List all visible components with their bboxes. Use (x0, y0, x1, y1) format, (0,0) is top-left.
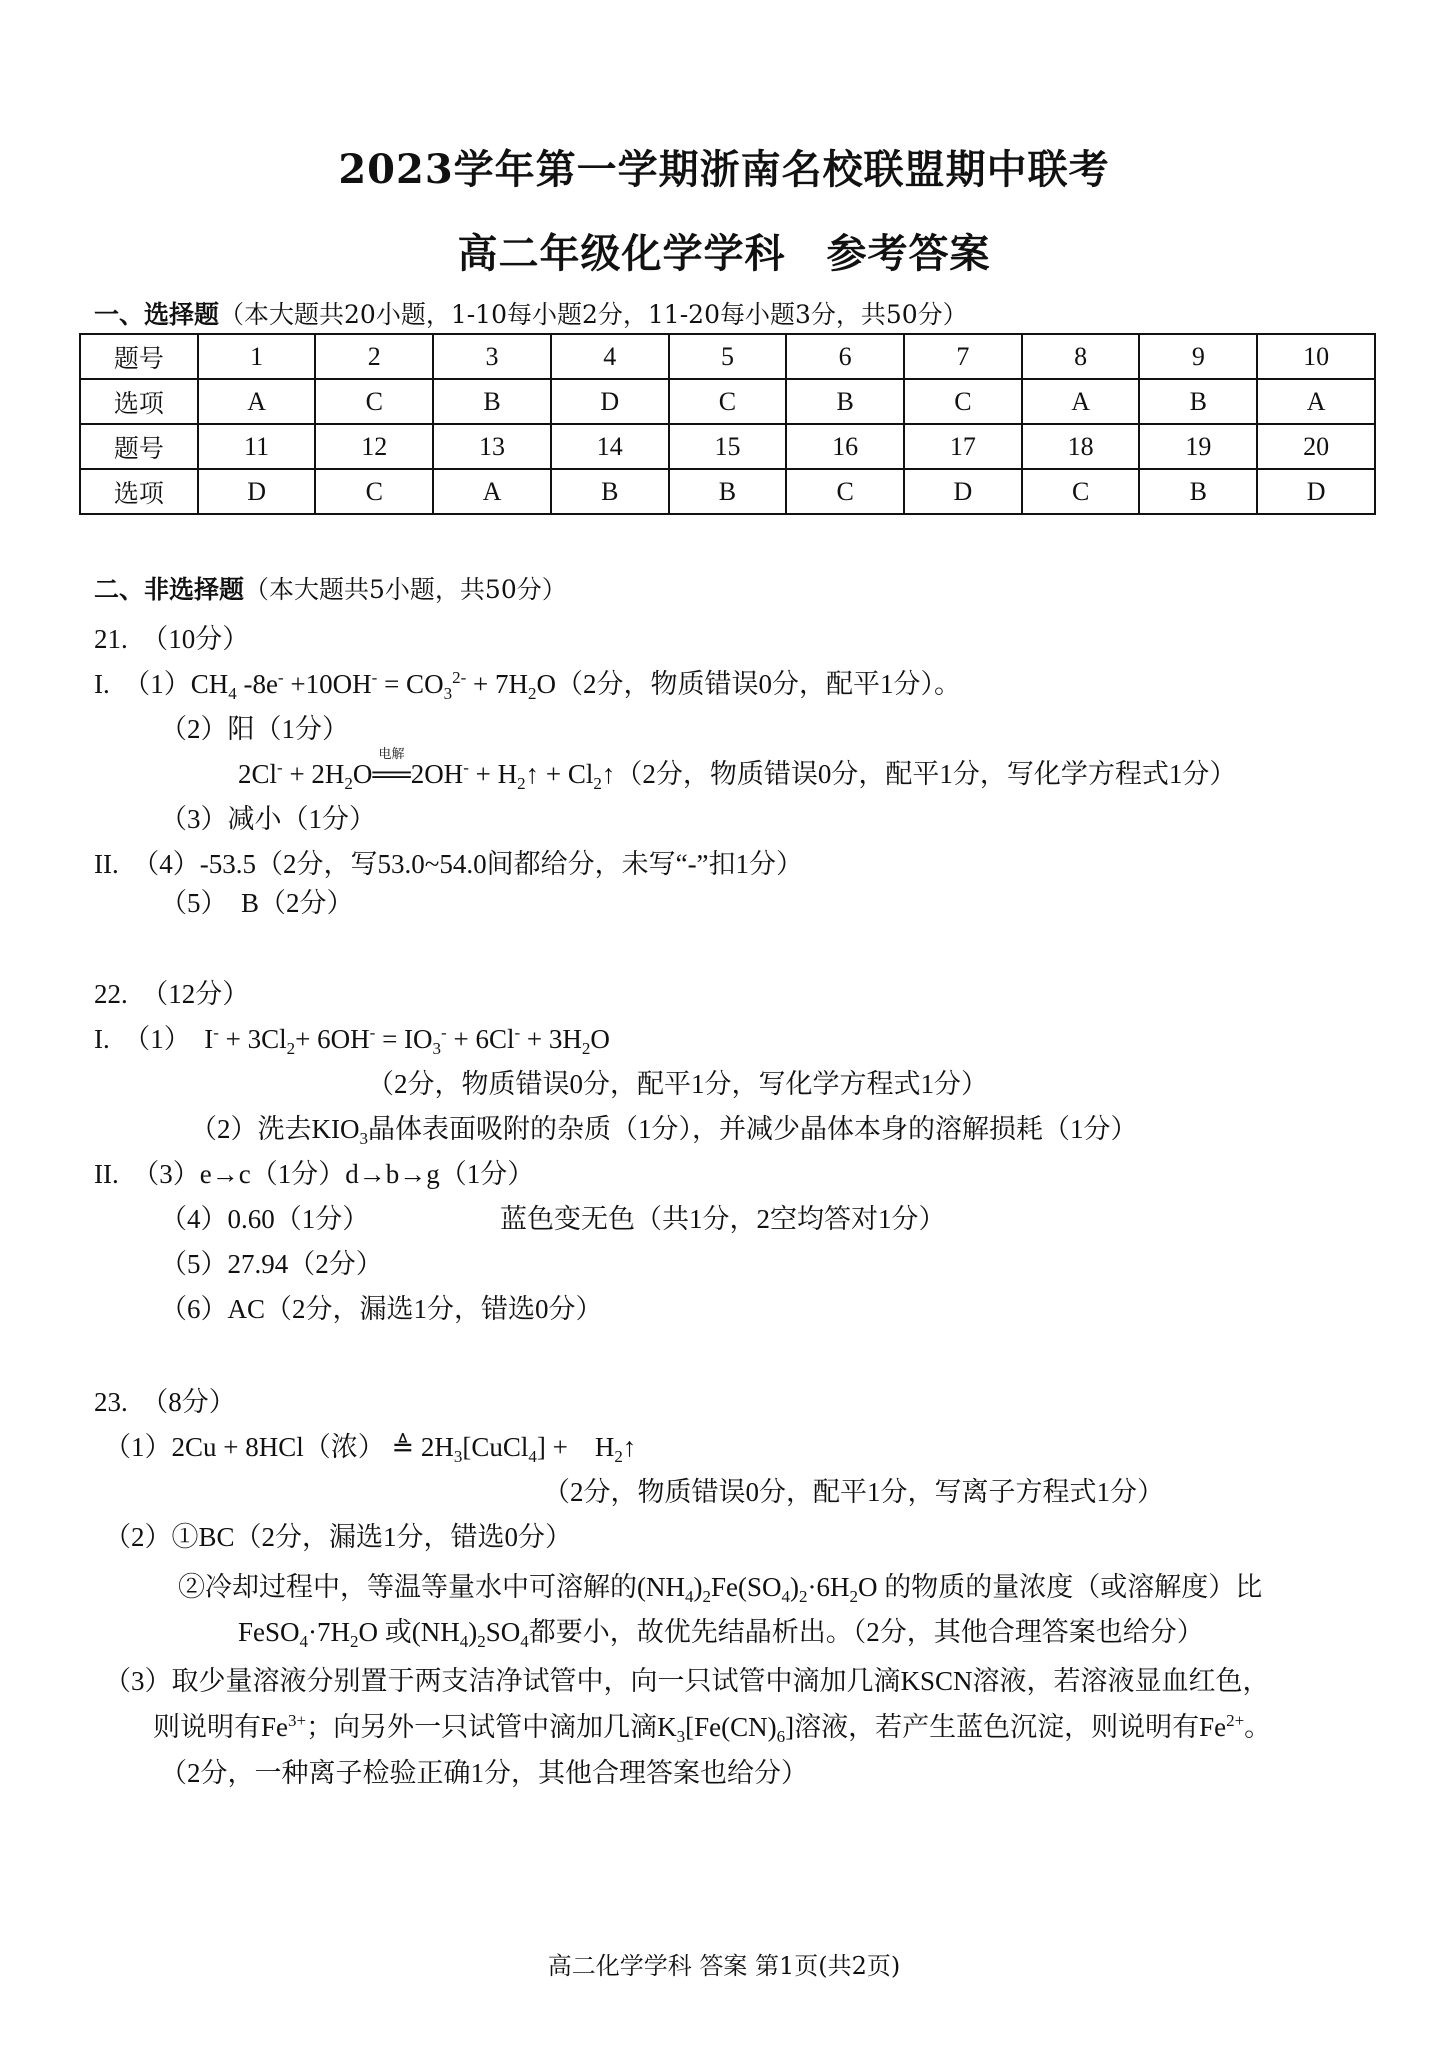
row-label: 选项 (80, 379, 198, 424)
table-cell: A (433, 469, 551, 514)
table-cell: C (1022, 469, 1140, 514)
q22-line-7: （6）AC（2分，漏选1分，错选0分） (160, 1294, 603, 1324)
table-cell: 12 (315, 424, 433, 469)
table-cell: C (315, 469, 433, 514)
row-label: 题号 (80, 424, 198, 469)
q21-line-1: I. $(1)CH_4$ $-8e^- +10OH^- = CO_3^{2-} + 7H_2O(2$分，物质错误0分，配平1分）。 (94, 668, 961, 703)
table-cell: C (315, 379, 433, 424)
table-cell: 7 (904, 334, 1022, 379)
q21-line-6: （5） B（2分） (160, 888, 354, 918)
q22-line-5a: （4）0.60（1分） (160, 1204, 370, 1234)
table-cell: 8 (1022, 334, 1140, 379)
table-cell: A (1257, 379, 1375, 424)
table-cell: 11 (198, 424, 316, 469)
section-1-heading: 一、选择题（本大题共20小题，1-10每小题2分，11-20每小题3分，共50分） (94, 300, 968, 329)
q21-line-3: $2Cl^- + 2H_2O$ 电解 ══2OH- + $H_2↑$ + $Cl_2↑(2$分，物质错误0分，配平1分，写化学方程式1分） (238, 746, 1237, 793)
table-cell: B (786, 379, 904, 424)
q22-line-4: II. （3）e→c（1分）d→b→g（1分） (94, 1159, 535, 1189)
table-cell: 17 (904, 424, 1022, 469)
table-cell: 18 (1022, 424, 1140, 469)
table-cell: 14 (551, 424, 669, 469)
q21-header: 21. （10分） (94, 624, 250, 654)
table-cell: 20 (1257, 424, 1375, 469)
table-cell: A (198, 379, 316, 424)
q23-line-5: $FeSO_4\cdot 7H_2O$ 或$(NH_4)_2SO_4$都要小，故优先结晶析出。（2分，其他合理答案也给分） (238, 1617, 1204, 1651)
table-cell: C (904, 379, 1022, 424)
q23-line-2: （2分，物质错误0分，配平1分，写离子方程式1分） (543, 1477, 1164, 1507)
table-cell: D (1257, 469, 1375, 514)
table-cell: B (669, 469, 787, 514)
table-cell: 5 (669, 334, 787, 379)
q21-line-5: II. （4）-53.5（2分，写53.0~54.0间都给分，未写“-”扣1分） (94, 849, 804, 879)
page-footer: 高二化学学科 答案 第1页(共2页) (547, 1952, 901, 1980)
q22-header: 22. （12分） (94, 979, 250, 1009)
table-row (80, 469, 1375, 514)
table-cell: 9 (1139, 334, 1257, 379)
q22-line-2: （2分，物质错误0分，配平1分，写化学方程式1分） (367, 1069, 988, 1099)
q21-line-4: （3）减小（1分） (160, 804, 376, 834)
row-label: 选项 (80, 469, 198, 514)
table-cell: C (786, 469, 904, 514)
q23-line-8: （2分，一种离子检验正确1分，其他合理答案也给分） (160, 1758, 808, 1788)
table-cell: 3 (433, 334, 551, 379)
table-cell: 2 (315, 334, 433, 379)
table-cell: 15 (669, 424, 787, 469)
section-2-heading: 二、非选择题（本大题共5小题，共50分） (94, 575, 567, 604)
q23-header: 23. （8分） (94, 1387, 236, 1417)
q23-line-1: （1）2Cu + 8HCl（浓） ≜ $2H_3[CuCl_4]$ + $H_2↑$ (104, 1432, 637, 1466)
row-label: 题号 (80, 334, 198, 379)
electrolysis-condition: 电解 ══ (372, 746, 411, 789)
table-cell: 4 (551, 334, 669, 379)
table-cell: 6 (786, 334, 904, 379)
table-cell: 10 (1257, 334, 1375, 379)
table-cell: B (433, 379, 551, 424)
table-row (80, 379, 1375, 424)
table-cell: 19 (1139, 424, 1257, 469)
q22-line-1: I. （1） $I^- + 3Cl_2+ 6OH^- = IO_3^- + 6Cl^- + 3H_2O$ (94, 1023, 610, 1058)
table-cell: D (904, 469, 1022, 514)
q23-line-3: （2）①BC（2分，漏选1分，错选0分） (104, 1522, 573, 1552)
table-row (80, 424, 1375, 469)
table-cell: D (198, 469, 316, 514)
page-subtitle: 高二年级化学学科 参考答案 (457, 230, 991, 277)
table-cell: D (551, 379, 669, 424)
q22-line-6: （5）27.94（2分） (160, 1249, 383, 1279)
table-cell: 13 (433, 424, 551, 469)
table-cell: B (1139, 469, 1257, 514)
table-cell: 1 (198, 334, 316, 379)
q23-line-7: 则说明有$Fe^{3+}$；向另外一只试管中滴加几滴$K_3[Fe(CN)_6]$溶液，若产生蓝色沉淀，则说明有$Fe^{2+}$。 (153, 1711, 1272, 1746)
q21-line-2: （2）阳（1分） (160, 714, 349, 744)
answer-table (79, 333, 1376, 515)
q22-line-3: （2）洗去$KIO_3$晶体表面吸附的杂质（1分），并减少晶体本身的溶解损耗（1分） (190, 1114, 1138, 1148)
table-cell: A (1022, 379, 1140, 424)
q23-line-4: ②冷却过程中，等温等量水中可溶解的$(NH_4)_2Fe(SO_4)_2\cdot 6H_2O$ 的物质的量浓度（或溶解度）比 (178, 1572, 1263, 1606)
table-cell: B (1139, 379, 1257, 424)
page-title: 2023学年第一学期浙南名校联盟期中联考 (338, 146, 1110, 193)
table-row (80, 334, 1375, 379)
q22-line-5b: 蓝色变无色（共1分，2空均答对1分） (500, 1204, 946, 1234)
table-cell: C (669, 379, 787, 424)
q23-line-6: （3）取少量溶液分别置于两支洁净试管中，向一只试管中滴加几滴KSCN溶液，若溶液显血红色， (104, 1666, 1270, 1696)
table-cell: B (551, 469, 669, 514)
table-cell: 16 (786, 424, 904, 469)
